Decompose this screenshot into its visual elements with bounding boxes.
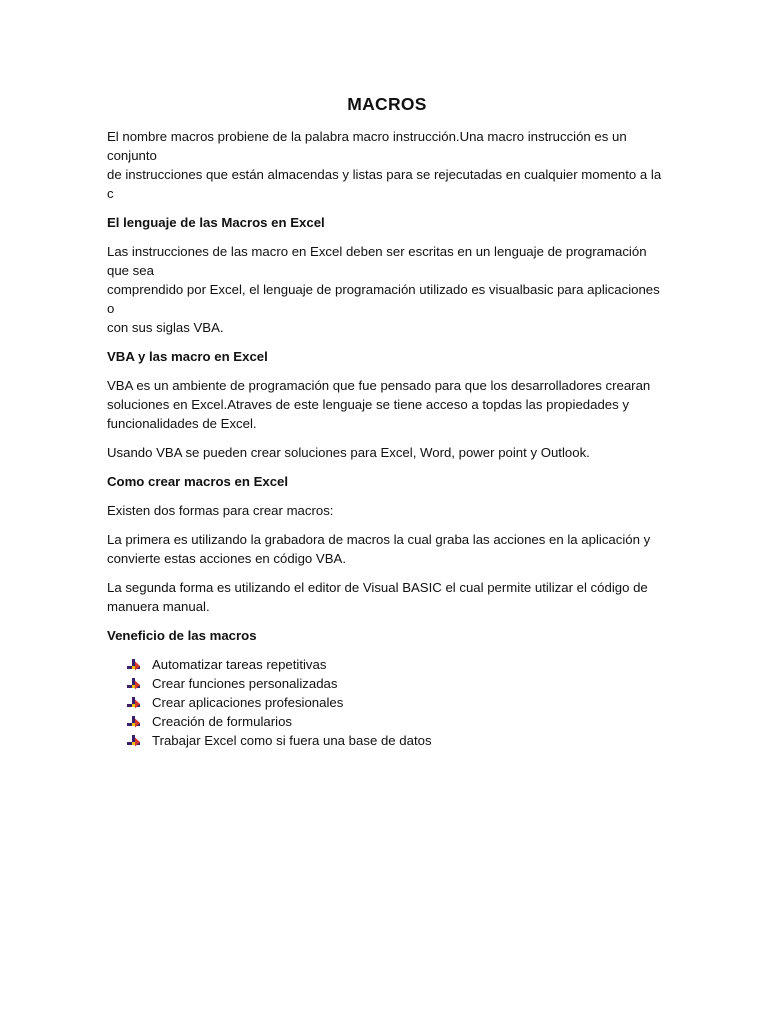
paragraph-line: con sus siglas VBA. bbox=[107, 320, 224, 335]
benefit-text: Crear aplicaciones profesionales bbox=[152, 695, 344, 710]
arrow-down-right-icon bbox=[127, 697, 140, 709]
section-heading-create: Como crear macros en Excel bbox=[107, 474, 289, 489]
list-item bbox=[127, 693, 667, 712]
paragraph-line: funcionalidades de Excel. bbox=[107, 416, 257, 431]
benefit-text: Crear funciones personalizadas bbox=[152, 676, 338, 691]
paragraph-line: comprendido por Excel, el lenguaje de programación utilizado es visualbasic para aplicaciones o bbox=[107, 282, 660, 316]
arrow-down-right-icon bbox=[127, 716, 140, 728]
section-heading-benefits: Veneficio de las macros bbox=[107, 628, 257, 643]
list-item bbox=[127, 655, 667, 674]
second-method-paragraph bbox=[107, 578, 667, 616]
paragraph-line: Las instrucciones de las macro en Excel deben ser escritas en un lenguaje de programación que sea bbox=[107, 244, 647, 278]
paragraph-line: convierte estas acciones en código VBA. bbox=[107, 551, 346, 566]
benefit-text: Creación de formularios bbox=[152, 714, 292, 729]
paragraph-line: manuera manual. bbox=[107, 599, 210, 614]
list-item bbox=[127, 674, 667, 693]
paragraph-line: soluciones en Excel.Atraves de este lenguaje se tiene acceso a topdas las propiedades y bbox=[107, 397, 629, 412]
list-item bbox=[127, 731, 667, 750]
paragraph-line: La segunda forma es utilizando el editor de Visual BASIC el cual permite utilizar el código de bbox=[107, 580, 648, 595]
vba-paragraph bbox=[107, 376, 667, 433]
paragraph-line: VBA es un ambiente de programación que fue pensado para que los desarrolladores crearan bbox=[107, 378, 651, 393]
vba-uses-paragraph: Usando VBA se pueden crear soluciones para Excel, Word, power point y Outlook. bbox=[107, 445, 590, 460]
arrow-down-right-icon bbox=[127, 659, 140, 671]
language-paragraph bbox=[107, 242, 667, 337]
arrow-down-right-icon bbox=[127, 735, 140, 747]
page-title: MACROS bbox=[347, 94, 427, 114]
paragraph-line: La primera es utilizando la grabadora de macros la cual graba las acciones en la aplicación y bbox=[107, 532, 651, 547]
section-heading-vba: VBA y las macro en Excel bbox=[107, 349, 268, 364]
intro-line: de instrucciones que están almacendas y listas para se rejecutadas en cualquier momento a la c bbox=[107, 167, 662, 201]
section-heading-language: El lenguaje de las Macros en Excel bbox=[107, 215, 325, 230]
benefits-list bbox=[107, 655, 667, 750]
document-content bbox=[107, 94, 667, 750]
list-item bbox=[127, 712, 667, 731]
create-intro-paragraph: Existen dos formas para crear macros: bbox=[107, 503, 334, 518]
intro-paragraph bbox=[107, 127, 667, 203]
first-method-paragraph bbox=[107, 530, 667, 568]
benefit-text: Trabajar Excel como si fuera una base de datos bbox=[152, 733, 432, 748]
intro-line: El nombre macros probiene de la palabra macro instrucción.Una macro instrucción es un conjunto bbox=[107, 129, 627, 163]
benefit-text: Automatizar tareas repetitivas bbox=[152, 657, 327, 672]
arrow-down-right-icon bbox=[127, 678, 140, 690]
